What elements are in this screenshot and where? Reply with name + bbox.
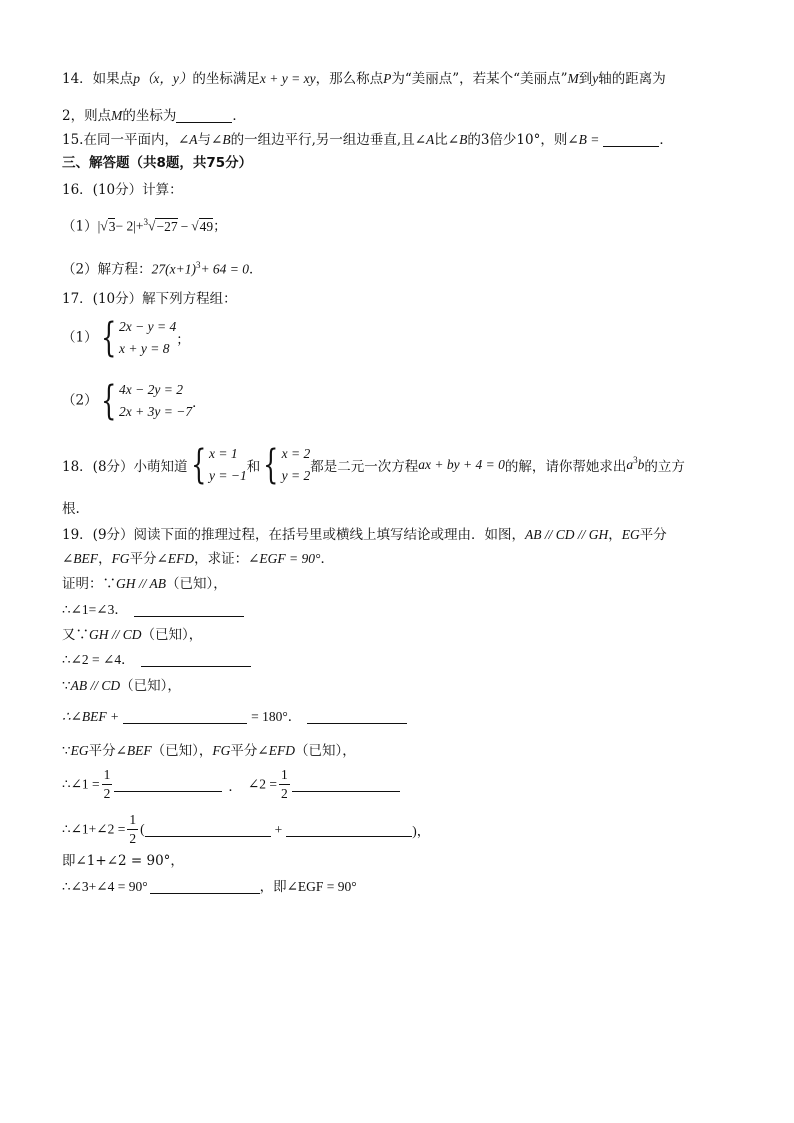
q15-text: 15.在同一平面内， bbox=[62, 132, 178, 148]
q19-text: ． bbox=[320, 551, 334, 567]
q16-cube-index: 3 bbox=[143, 217, 149, 227]
q14-line1 bbox=[62, 69, 666, 89]
q19-text: ∵ bbox=[62, 743, 71, 759]
q16-radicand: 49 bbox=[199, 218, 214, 234]
q19-expr: GH // AB bbox=[116, 576, 166, 591]
q16-radicand: 3 bbox=[108, 218, 116, 234]
frac-den: 2 bbox=[129, 831, 137, 846]
q19-blank-sum-1[interactable] bbox=[145, 822, 271, 837]
q14-var: M bbox=[111, 108, 123, 123]
q19-fraction bbox=[102, 766, 113, 803]
q19-expr: GH // CD bbox=[89, 627, 142, 642]
q16-expr: − bbox=[180, 218, 189, 234]
q19-text: 平分 bbox=[129, 551, 157, 567]
q19-expr: AB // CD bbox=[70, 678, 121, 693]
q19-text: 平分 bbox=[88, 743, 116, 759]
q18-equation: ax + by + 4 = 0 bbox=[418, 457, 505, 472]
q19-text: ，求证： bbox=[194, 551, 249, 567]
q19-expr: ∴∠1+∠2 = bbox=[62, 821, 126, 837]
section-heading: 三、解答题（共8题，共75分） bbox=[62, 155, 253, 171]
q16-equation: 27(x+1) bbox=[151, 261, 196, 277]
q18-var: b bbox=[637, 457, 645, 472]
q14-text: 轴的距离为 bbox=[598, 71, 666, 87]
q19-line11 bbox=[62, 811, 430, 848]
brace-icon: { bbox=[190, 442, 206, 488]
q18-text: 的解，请你帮她求出 bbox=[504, 459, 627, 475]
q19-expr: ，即∠EGF = 90° bbox=[259, 879, 357, 894]
q19-fraction bbox=[279, 766, 290, 803]
q19-text: ． bbox=[121, 652, 135, 668]
q19-text: 又∵ bbox=[62, 627, 89, 643]
q19-line2 bbox=[62, 549, 334, 569]
q17-system1 bbox=[62, 316, 190, 360]
q19-blank-reason-3[interactable] bbox=[307, 709, 407, 724]
q14-text: 的坐标为 bbox=[122, 108, 177, 124]
q19-expr: = 180° bbox=[251, 709, 288, 724]
q19-text: ， bbox=[98, 551, 112, 567]
q19-text: 19．(9分）阅读下面的推理过程，在括号里或横线上填写结论或理由．如图， bbox=[62, 527, 526, 543]
q19-text: ， bbox=[608, 527, 622, 543]
q16-expr: − 2|+ bbox=[115, 218, 144, 234]
q18-line1 bbox=[62, 443, 685, 487]
q16-text: ． bbox=[249, 261, 263, 278]
q19-expr: ∠BEF bbox=[62, 551, 99, 566]
q15-angle: ∠A bbox=[177, 132, 198, 147]
q15-angle: ∠B bbox=[447, 132, 468, 147]
q14-text: 14．如果点 bbox=[62, 71, 134, 87]
q17-sys1-label: （1） bbox=[62, 329, 98, 346]
q18-sol1-eq1: x = 1 bbox=[209, 446, 238, 461]
q15-angle: ∠B = bbox=[567, 132, 600, 147]
q19-expr: ∠EFD bbox=[156, 551, 195, 566]
q14-text: ． bbox=[232, 108, 246, 124]
q18-exponent: 3 bbox=[633, 455, 638, 465]
q18-line2: 根. bbox=[62, 501, 80, 517]
brace-icon: { bbox=[100, 315, 116, 361]
q19-text: ． bbox=[228, 778, 242, 795]
frac-num: 1 bbox=[127, 811, 138, 830]
q14-text: 到 bbox=[578, 71, 593, 87]
q14-text: 为“美丽点”，若某个“美丽点” bbox=[391, 71, 568, 87]
q16-part2 bbox=[62, 255, 263, 280]
q16-heading: 16．(10分）计算： bbox=[62, 182, 183, 198]
q19-line9 bbox=[62, 741, 356, 761]
q14-point: p（x，y） bbox=[133, 71, 193, 86]
q19-expr: FG bbox=[212, 743, 231, 758]
q19-expr: ∴∠BEF + bbox=[62, 709, 120, 724]
q18-text: 都是二元一次方程 bbox=[310, 459, 419, 475]
q19-text: （已知）， bbox=[166, 576, 227, 592]
q14-var: y bbox=[592, 71, 599, 86]
q19-blank-reason-1[interactable] bbox=[134, 602, 244, 617]
q19-expr: ∠EFD bbox=[257, 743, 295, 758]
q19-line13 bbox=[62, 877, 357, 897]
q19-line7 bbox=[62, 676, 181, 696]
q15-angle: ∠B bbox=[211, 132, 231, 147]
q19-expr: ( bbox=[140, 821, 145, 837]
q17-sys1-eq2: x + y = 8 bbox=[119, 341, 170, 356]
q19-expr: FG bbox=[111, 551, 130, 566]
q17-system2 bbox=[62, 379, 206, 423]
q17-sys2-eq2: 2x + 3y = −7 bbox=[119, 404, 193, 419]
q16-radicand: −27 bbox=[156, 218, 178, 234]
q19-text: ． bbox=[114, 602, 128, 618]
q19-line10 bbox=[62, 766, 400, 803]
q16-equation: + 64 = 0 bbox=[200, 261, 250, 277]
q19-expr: ∠EGF = 90° bbox=[248, 551, 321, 566]
q19-text: 平分 bbox=[230, 743, 258, 759]
q14-equation: x + y = xy bbox=[259, 71, 316, 86]
q19-blank-sum-2[interactable] bbox=[286, 822, 412, 837]
q16-expr: ； bbox=[213, 218, 227, 235]
q18-var: a bbox=[626, 457, 634, 472]
q14-line2 bbox=[62, 106, 246, 126]
q19-blank-reason-4[interactable] bbox=[150, 879, 260, 894]
frac-num: 1 bbox=[279, 766, 290, 785]
q19-line6 bbox=[62, 650, 251, 670]
q15-answer-blank[interactable] bbox=[603, 132, 659, 147]
q17-heading: 17．(10分）解下列方程组： bbox=[62, 291, 237, 307]
q15-text: 的一组边平行,另一组边垂直,且 bbox=[230, 132, 415, 148]
q19-text: 证明：∵ bbox=[62, 576, 116, 592]
q14-text: 2，则点 bbox=[62, 108, 112, 124]
q19-line4 bbox=[62, 600, 244, 620]
q19-expr: ∴∠1=∠3 bbox=[62, 602, 115, 617]
q15-line bbox=[62, 130, 673, 150]
brace-icon: { bbox=[100, 378, 116, 424]
q17-sys2-label: （2） bbox=[62, 392, 98, 409]
brace-icon: { bbox=[263, 442, 279, 488]
q19-expr: ∴∠1 = bbox=[62, 776, 100, 792]
q19-blank-reason-2[interactable] bbox=[141, 652, 251, 667]
q16-part2-label: （2）解方程： bbox=[62, 261, 152, 278]
q19-expr: )， bbox=[412, 823, 431, 839]
q18-sol2-eq2: y = 2 bbox=[281, 468, 311, 483]
frac-den: 2 bbox=[280, 786, 288, 801]
q19-expr: EG bbox=[621, 527, 640, 542]
q14-text: ，那么称点 bbox=[315, 71, 384, 87]
q19-line3 bbox=[62, 574, 227, 594]
q18-text: 18．(8分）小萌知道 bbox=[62, 459, 188, 475]
q15-text: 与 bbox=[197, 132, 212, 148]
q17-sys1-eq1: 2x − y = 4 bbox=[119, 319, 177, 334]
q19-blank-angle[interactable] bbox=[123, 709, 247, 724]
q19-expr: ∠2 = bbox=[247, 776, 277, 792]
q16-abs-bar: | bbox=[97, 218, 101, 234]
q14-text: 的坐标满足 bbox=[192, 71, 260, 87]
q19-line8 bbox=[62, 707, 407, 727]
q19-blank-half-2[interactable] bbox=[292, 777, 400, 792]
q19-fraction bbox=[127, 811, 138, 848]
q15-text: 的3倍少10°，则 bbox=[467, 132, 568, 148]
q19-text: （已知）， bbox=[294, 743, 356, 759]
q14-var: M bbox=[567, 71, 579, 86]
q19-blank-half-1[interactable] bbox=[114, 777, 222, 792]
q17-text: ． bbox=[192, 395, 206, 411]
q19-text: ． bbox=[287, 709, 302, 725]
q14-answer-blank[interactable] bbox=[176, 108, 232, 123]
q19-text: 平分 bbox=[639, 527, 667, 543]
q14-var: P bbox=[383, 71, 392, 86]
q16-exponent: 3 bbox=[195, 260, 201, 270]
q17-sys2-eq1: 4x − 2y = 2 bbox=[119, 382, 184, 397]
q19-line1 bbox=[62, 525, 667, 545]
q19-text: （已知）， bbox=[120, 678, 181, 694]
q16-part1: （1）|√3− 2|+$^3$√−27 − √49； bbox=[62, 217, 227, 235]
q19-text: ∵ bbox=[62, 678, 71, 694]
q18-text: 和 bbox=[246, 459, 261, 475]
q19-line5 bbox=[62, 625, 202, 645]
q19-expr: ∠BEF bbox=[115, 743, 152, 758]
q15-text: ． bbox=[659, 132, 673, 148]
q15-angle: ∠A bbox=[414, 132, 435, 147]
q19-text: （已知）， bbox=[151, 743, 213, 759]
q16-part1-label: （1） bbox=[62, 218, 98, 235]
q18-sol1-eq2: y = −1 bbox=[209, 468, 247, 483]
q19-expr: + bbox=[274, 821, 283, 837]
q18-text: 的立方 bbox=[644, 459, 685, 475]
q19-expr: AB // CD // GH bbox=[525, 527, 609, 542]
frac-den: 2 bbox=[103, 786, 111, 801]
q19-expr: ∴∠3+∠4 = 90° bbox=[62, 879, 148, 894]
q17-text: ； bbox=[176, 332, 190, 348]
q15-text: 比 bbox=[434, 132, 448, 148]
frac-num: 1 bbox=[102, 766, 113, 785]
q19-expr: ∴∠2 = ∠4 bbox=[62, 652, 122, 667]
q19-text: （已知）， bbox=[141, 627, 203, 643]
q19-line12: 即∠1+∠2 = 90°， bbox=[62, 853, 184, 869]
q19-expr: EG bbox=[70, 743, 89, 758]
q18-sol2-eq1: x = 2 bbox=[281, 446, 311, 461]
